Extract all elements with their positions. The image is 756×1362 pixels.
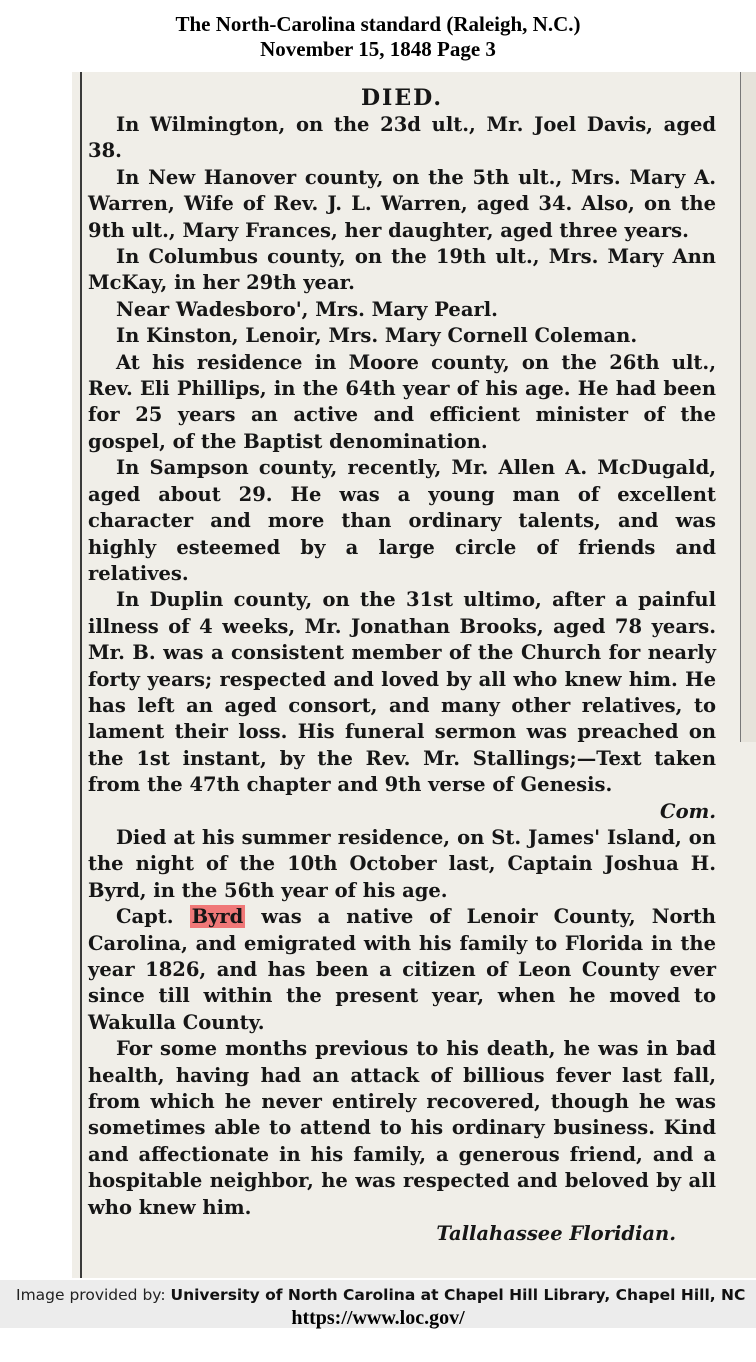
obituary-entry: In Wilmington, on the 23d ult., Mr. Joel Davis, aged 38. (88, 113, 716, 163)
obituary-entry: For some months previous to his death, he was in bad health, having had an attack of billious fever last fall, from which he never entirely recovered, though he was sometimes able to attend to his ordinary business. Kind and affectionate in his family, a generous friend, and a hospitable neighbor, he was respected and beloved by all who knew him. (88, 1037, 716, 1219)
section-heading: DIED. (360, 85, 444, 111)
search-highlight: Byrd (191, 905, 244, 929)
obituary-entry: Near Wadesboro', Mrs. Mary Pearl. (116, 297, 498, 321)
credit-source: University of North Carolina at Chapel Hill Library, Chapel Hill, NC (170, 1286, 746, 1304)
obituary-column (88, 84, 716, 1247)
byrd-prefix: Capt. (116, 905, 174, 929)
obituary-entry: In Duplin county, on the 31st ultimo, after a painful illness of 4 weeks, Mr. Jonathan Brooks, aged 78 years. Mr. B. was a consistent member of the Church for nearly forty years; respected and loved by all who knew him. He has left an aged consort, and many other relatives, to lament their loss. His funeral sermon was preached on the 1st instant, by the Rev. Mr. Stallings;—Text taken from the 47th chapter and 9th verse of Genesis. (88, 588, 716, 797)
column-rule-right (740, 72, 741, 742)
obituary-entry: In New Hanover county, on the 5th ult., Mrs. Mary A. Warren, Wife of Rev. J. L. Warren, aged 34. Also, on the 9th ult., Mary Frances, her daughter, aged three years. (88, 165, 716, 242)
signature-com: Com. (660, 799, 716, 823)
credit-prefix: Image provided by: (16, 1286, 166, 1304)
obituary-entry: In Kinston, Lenoir, Mrs. Mary Cornell Coleman. (116, 324, 638, 348)
obituary-entry: Died at his summer residence, on St. James' Island, on the night of the 10th October last, Captain Joshua H. Byrd, in the 56th year of his age. (88, 825, 716, 902)
newspaper-title: The North-Carolina standard (Raleigh, N.C.) (175, 12, 581, 36)
obituary-entry: In Sampson county, recently, Mr. Allen A. McDugald, aged about 29. He was a young man of excellent character and more than ordinary talents, and was highly esteemed by a large circle of friends and relatives. (88, 456, 716, 585)
citation-header (0, 12, 756, 62)
clipping-margin (741, 72, 756, 742)
obituary-entry: In Columbus county, on the 19th ult., Mrs. Mary Ann McKay, in her 29th year. (88, 245, 716, 295)
byrd-paragraph (88, 904, 716, 1036)
obituary-entry: At his residence in Moore county, on the 26th ult., Rev. Eli Phillips, in the 64th year of his age. He had been for 25 years an active and efficient minister of the gospel, of the Baptist denomination. (88, 350, 716, 453)
column-rule-left (80, 72, 82, 1278)
source-url[interactable]: https://www.loc.gov/ (291, 1307, 465, 1329)
signature-source: Tallahassee Floridian. (436, 1222, 676, 1246)
byrd-rest: was a native of Lenoir County, North Carolina, and emigrated with his family to Florida in the year 1826, and has been a citizen of Leon County ever since till within the present year, when he moved to Wakulla County. (88, 905, 716, 1034)
image-credit (16, 1284, 756, 1306)
publication-date: November 15, 1848 Page 3 (260, 37, 496, 61)
